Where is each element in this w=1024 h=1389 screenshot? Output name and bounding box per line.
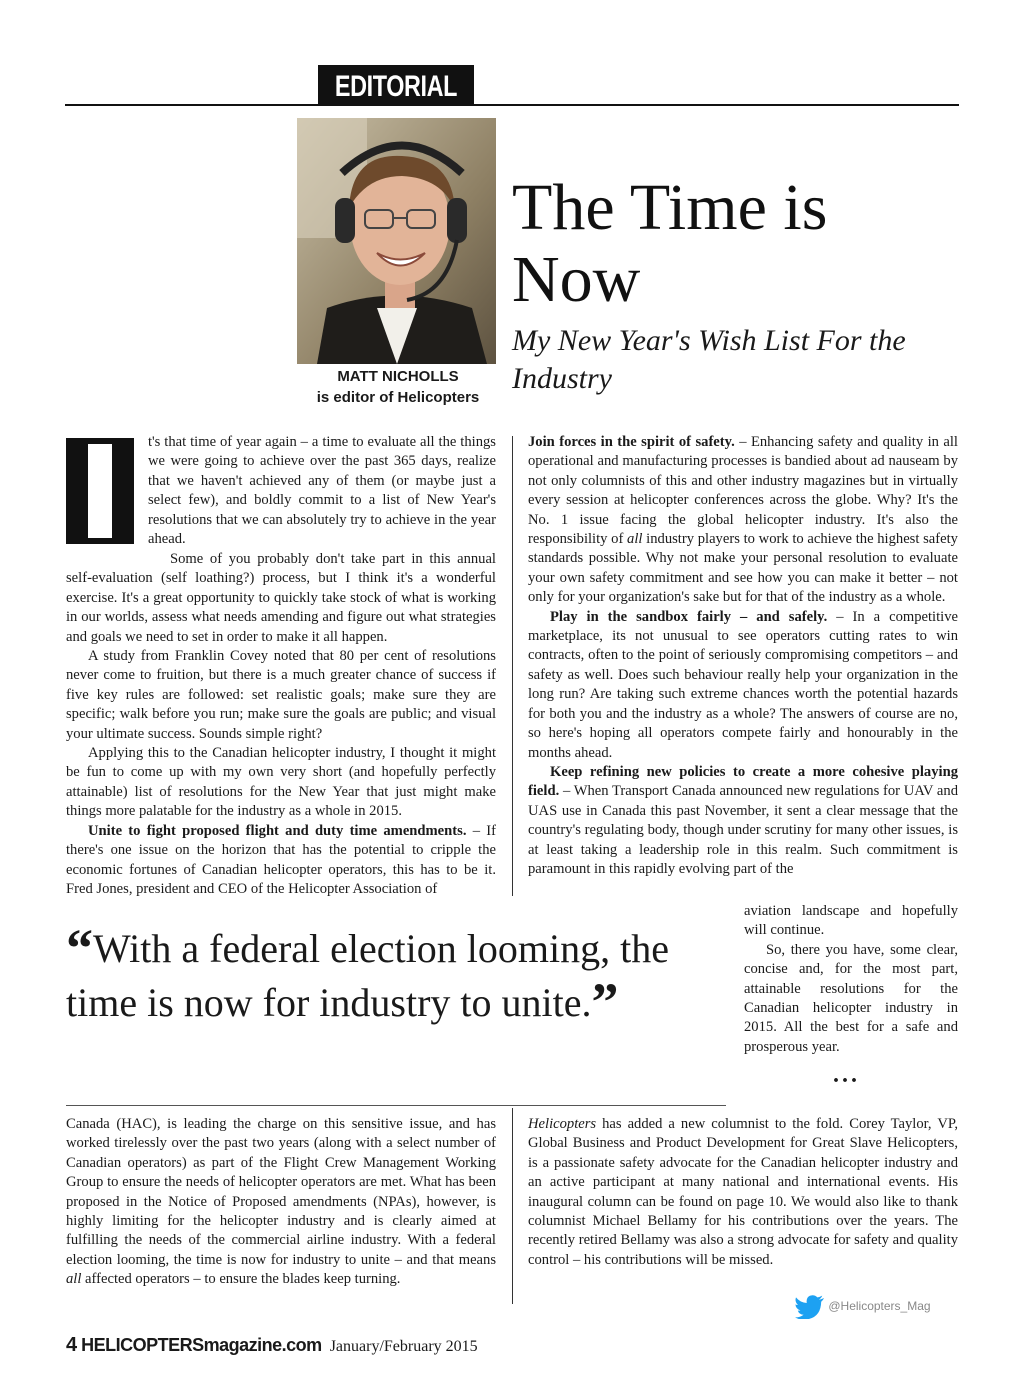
- twitter-handle[interactable]: [795, 1295, 931, 1319]
- article-title: The Time is Now: [512, 171, 828, 316]
- paragraph-text: Canada (HAC), is leading the charge on this sensitive issue, and has worked tirelessly over the past two years (along with a select number of Canadian operators) as part of the Flight Crew Management Working Group to ensure the needs of helicopter operators are met. What has been proposed in the Notice of Proposed amendments (NPAs), however, is highly limiting for the helicopter industry and is clearly aimed at fulfilling the needs of the commercial airline industry. With a federal election looming, the time is now for industry to unite – and that means: [66, 1116, 496, 1268]
- resolution-heading: Join forces in the spirit of safety.: [528, 434, 735, 450]
- paragraph: Applying this to the Canadian helicopter industry, I thought it might be fun to come up with my own very short (and hopefully perfectly attainable) list of resolutions for the New Year that just might make things more palatable for the industry as a whole in 2015.: [66, 745, 496, 820]
- pull-quote-text: With a federal election looming, the time is now for industry to unite.: [66, 926, 669, 1025]
- paragraph-text: – If there's one issue on the horizon that has the potential to cripple the economic fortunes of Canadian helicopter operators, this has to be it. Fred Jones, president and CEO of the Helicopter Association of: [66, 822, 496, 897]
- open-quote-icon: “: [66, 918, 93, 978]
- drop-cap: [66, 438, 134, 544]
- emphasis: Helicopters: [528, 1116, 597, 1132]
- header-rule: [65, 104, 959, 106]
- paragraph: A study from Franklin Covey noted that 80 per cent of resolutions never come to fruition, but there is a much greater chance of success if five key rules are followed: set realistic goals; make sure they are specific; walk before you run; make sure the goals are public; and visual your ultimate success. Sounds simple right?: [66, 648, 496, 742]
- col1-body: [66, 550, 496, 899]
- paragraph-text: – When Transport Canada announced new regulations for UAV and UAS use in Canada this past November, it sent a clear message that the country's regulating body, though under scrutiny for many other issues, is at least taking a leadership role in this realm. Such commitment is paramount in this rapidly evolving part of the: [528, 783, 958, 877]
- paragraph-text: has added a new columnist to the fold. Corey Taylor, VP, Global Business and Product Development for Great Slave Helicopters, is a passionate safety advocate for the Canadian helicopter industry and an active participant at many national and international events. His inaugural column can be found on page 10. We would also like to thank columnist Michael Bellamy for his contributions over the years. The recently retired Bellamy was also a strong advocate for safety and quality control – his contributions will be missed.: [528, 1116, 958, 1268]
- page-footer: [66, 1334, 478, 1357]
- paragraph-text: – In a competitive marketplace, its not unusual to see operators cutting rates to win contracts, often to the point of seriously compromising competitors – and safety as well. Does such behaviour really help your organization in the long run? Are taking such extreme chances worth the potential hazards for both you and the industry as a whole? The answers of course are no, so here's hoping all operators compete fairly and honourably in the months ahead.: [528, 608, 958, 761]
- paragraph: [528, 763, 958, 879]
- resolution-heading: Unite to fight proposed flight and duty time amendments.: [88, 822, 467, 839]
- twitter-bird-icon: [795, 1295, 825, 1319]
- col2-body: [528, 433, 958, 879]
- section-label: EDITORIAL: [318, 65, 474, 106]
- paragraph-text: affected operators – to ensure the blades keep turning.: [81, 1271, 401, 1288]
- col2-continued: [744, 902, 958, 1057]
- author-role: is editor of Helicopters: [316, 389, 480, 406]
- emphasis: all: [66, 1271, 82, 1288]
- bottom-section-rule: [66, 1105, 726, 1106]
- resolution-heading: Keep refining new policies to create a more cohesive playing field.: [528, 763, 958, 800]
- author-name: MATT NICHOLLS: [337, 368, 459, 385]
- emphasis: all: [627, 531, 643, 548]
- paragraph: [528, 1115, 958, 1270]
- end-ellipsis: ...: [833, 1062, 860, 1088]
- column-divider: [512, 1108, 513, 1304]
- col1-intro: [148, 433, 496, 549]
- paragraph-text: industry players to work to achieve the highest safety standards possible. Why not make your personal resolution to evaluate your own safety commitment and see how you can make it better – not only for your organization's sake but for that of the industry as a whole.: [528, 531, 958, 606]
- twitter-handle-text: @Helicopters_Mag: [828, 1299, 931, 1314]
- close-quote-icon: ”: [591, 972, 619, 1032]
- pull-quote: [66, 918, 706, 1032]
- resolution-heading: Play in the sandbox fairly – and safely.: [550, 608, 828, 625]
- paragraph: [528, 433, 958, 608]
- author-photo: [297, 118, 496, 364]
- issue-date: January/February 2015: [329, 1338, 478, 1355]
- col3-body: [66, 1115, 496, 1290]
- paragraph: aviation landscape and hopefully will continue.: [744, 903, 958, 939]
- website[interactable]: HELICOPTERSmagazine.com: [81, 1335, 322, 1355]
- paragraph: So, there you have, some clear, concise and, for the most part, attainable resolutions for the Canadian helicopter industry in 2015. All the best for a safe and prosperous year.: [744, 941, 958, 1055]
- paragraph: [66, 822, 496, 900]
- paragraph: [66, 1115, 496, 1290]
- col4-body: [528, 1115, 958, 1270]
- page-number: 4: [66, 1334, 78, 1356]
- paragraph-text: – Enhancing safety and quality in all operational and manufacturing processes is bandied about ad nauseam by not only columnists of this and other industry magazines but in virtually every session at helicopter conferences across the globe. Why? It's the No. 1 issue facing the global helicopter industry. It's also the responsibility of: [528, 434, 958, 548]
- paragraph: [528, 608, 958, 763]
- article-subtitle: My New Year's Wish List For the Industry: [512, 324, 906, 395]
- paragraph: t's that time of year again – a time to evaluate all the things we were going to achieve over the past 365 days, realize that we haven't achieved any of them (or maybe just a select few), and boldly commit to a list of New Year's resolutions that we can absolutely try to achieve in the year ahead.: [148, 434, 496, 548]
- column-divider: [512, 436, 513, 896]
- drop-cap-letter: [84, 444, 116, 538]
- paragraph: Some of you probably don't take part in this annual self-evaluation (self loathing?) process, but I think it's a wonderful exercise. It's a great opportunity to quickly take stock of what is working in our worlds, assess what needs amending and figure out what strategies and goals we need to set in order to make it all happen.: [66, 551, 496, 645]
